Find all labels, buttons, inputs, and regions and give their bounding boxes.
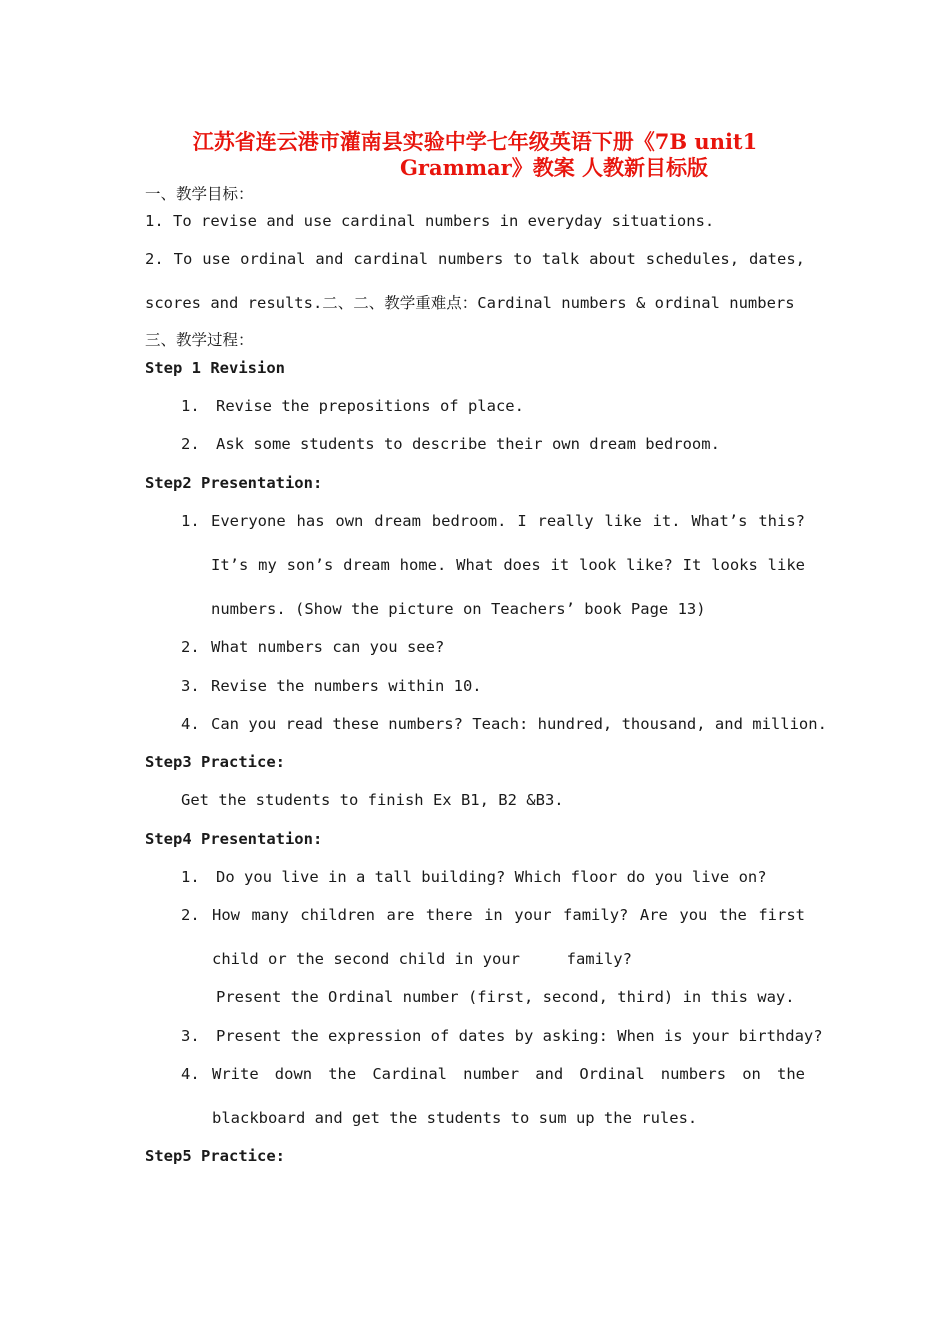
list-number: 3. xyxy=(181,1027,200,1045)
list-number: 2. xyxy=(181,638,200,656)
list-number: 4. xyxy=(181,715,200,733)
objective-item-2-cont: scores and results.二、二、教学重难点：Cardinal numbers & ordinal numbers xyxy=(145,294,795,312)
list-item: What numbers can you see? xyxy=(211,638,445,656)
step3-heading: Step3 Practice: xyxy=(145,753,285,771)
list-item: How many children are there in your family? Are you the first xyxy=(212,906,805,924)
objective-item-1: 1. To revise and use cardinal numbers in everyday situations. xyxy=(145,212,715,230)
objective-item-2: 2. To use ordinal and cardinal numbers to talk about schedules, dates, xyxy=(145,250,805,268)
process-heading: 三、教学过程： xyxy=(145,331,254,349)
list-item: Revise the numbers within 10. xyxy=(211,677,482,695)
list-item: Do you live in a tall building? Which floor do you live on? xyxy=(216,868,767,886)
list-number: 1. xyxy=(181,397,200,415)
list-number: 1. xyxy=(181,868,200,886)
list-item: Revise the prepositions of place. xyxy=(216,397,524,415)
step2-heading: Step2 Presentation: xyxy=(145,474,323,492)
list-item-cont: child or the second child in your family? xyxy=(212,950,632,968)
list-item-cont: It’s my son’s dream home. What does it look like? It looks like xyxy=(211,556,805,574)
document-title-line1: 江苏省连云港市灌南县实验中学七年级英语下册《7B unit1 xyxy=(192,129,758,154)
list-item: Everyone has own dream bedroom. I really like it. What’s this? xyxy=(211,512,805,530)
step3-text: Get the students to finish Ex B1, B2 &B3. xyxy=(181,791,564,809)
list-item-cont: numbers. (Show the picture on Teachers’ book Page 13) xyxy=(211,600,706,618)
list-number: 2. xyxy=(181,906,200,924)
document-title-line2: Grammar》教案 人教新目标版 xyxy=(400,155,709,180)
list-item: Can you read these numbers? Teach: hundred, thousand, and million. xyxy=(211,715,827,733)
list-number: 3. xyxy=(181,677,200,695)
objectives-heading: 一、教学目标： xyxy=(145,185,254,203)
list-item: Ask some students to describe their own dream bedroom. xyxy=(216,435,720,453)
list-number: 2. xyxy=(181,435,200,453)
step1-heading: Step 1 Revision xyxy=(145,359,285,377)
list-number: 4. xyxy=(181,1065,200,1083)
list-item: Write down the Cardinal number and Ordinal numbers on the xyxy=(212,1065,805,1083)
list-number: 1. xyxy=(181,512,200,530)
step5-heading: Step5 Practice: xyxy=(145,1147,285,1165)
list-item: Present the expression of dates by asking: When is your birthday? xyxy=(216,1027,823,1045)
step4-heading: Step4 Presentation: xyxy=(145,830,323,848)
list-item-cont: Present the Ordinal number (first, second, third) in this way. xyxy=(216,988,795,1006)
list-item-cont: blackboard and get the students to sum up the rules. xyxy=(212,1109,698,1127)
